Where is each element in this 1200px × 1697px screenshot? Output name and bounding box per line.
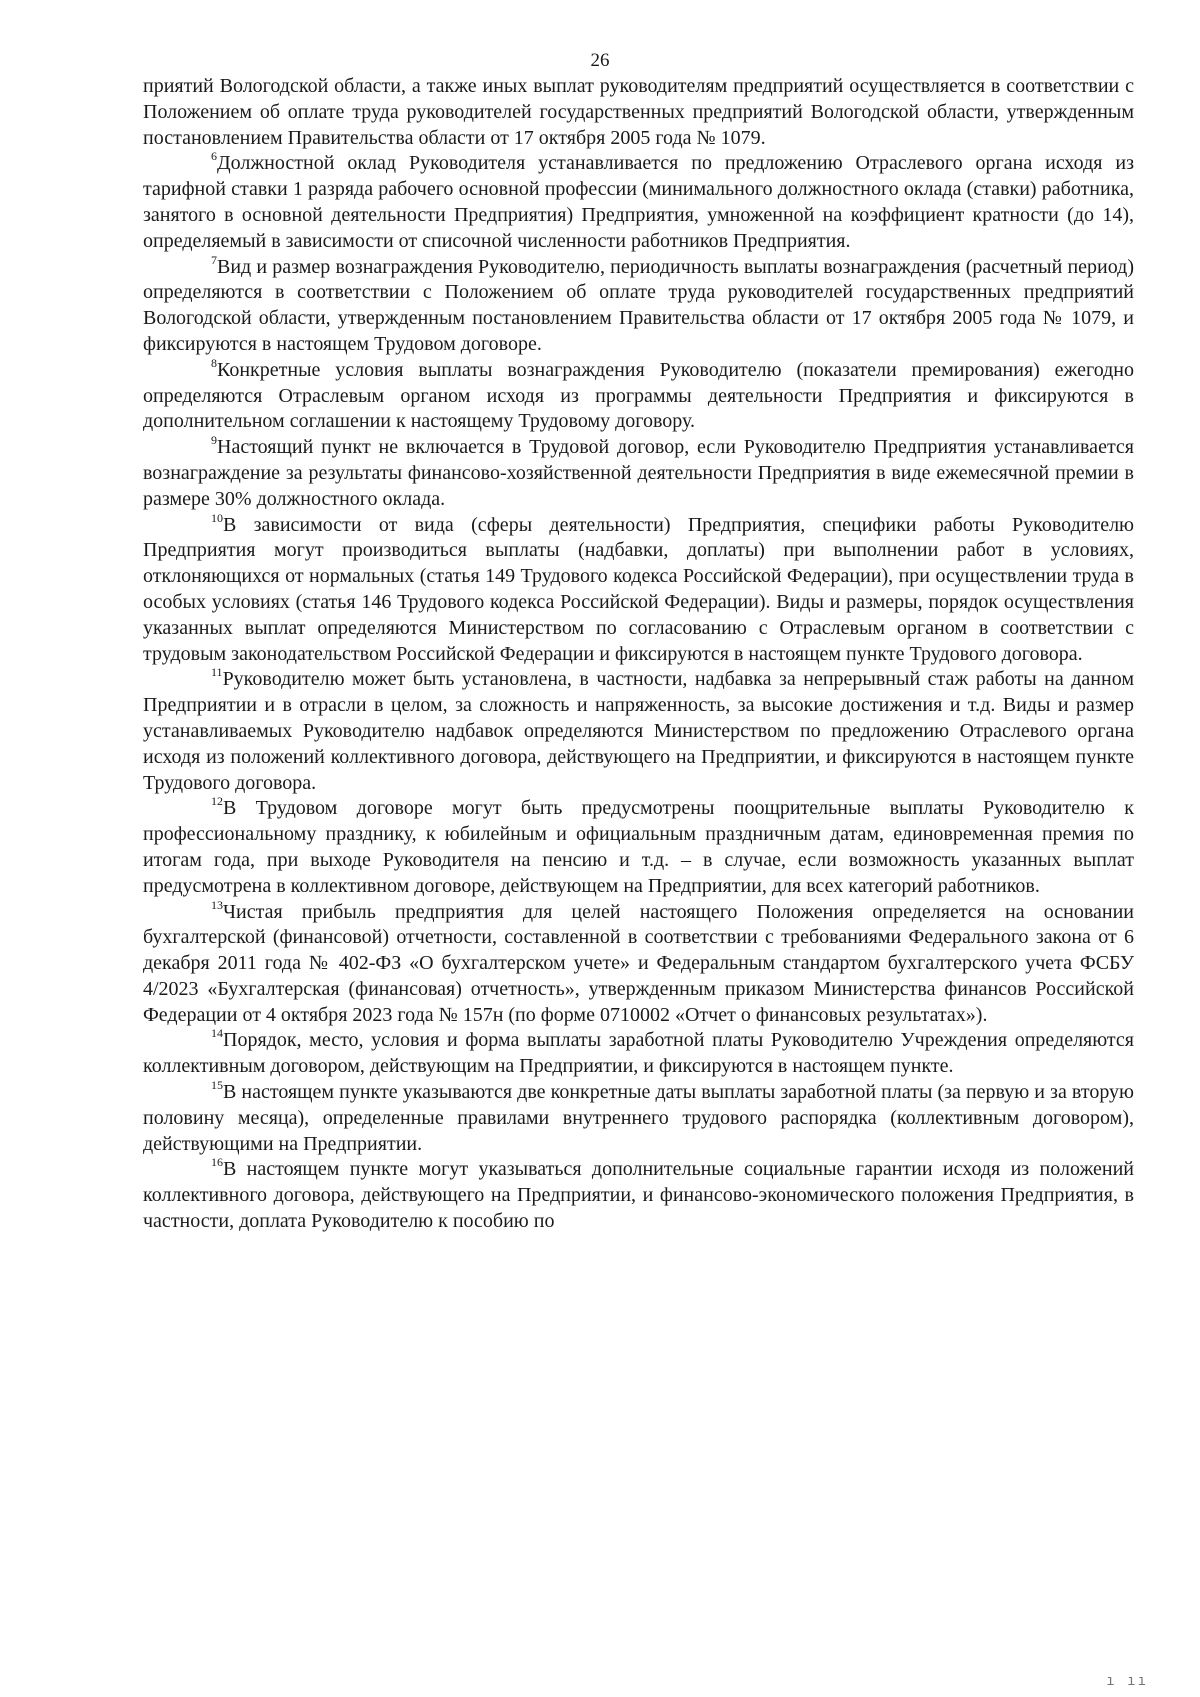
footnote-number: 10 (211, 510, 223, 525)
footnote-text: В Трудовом договоре могут быть предусмотрены поощрительные выплаты Руководителю к профессиональному празднику, к юбилейным и официальным праздничным датам, единовременная премия по итогам года, при выходе Руководителя на пенсию и т.д. – в случае, если возможность указанных выплат предусмотрена в коллективном договоре, действующем на Предприятии, для всех категорий работников. (143, 797, 1134, 897)
paragraph-continuation (143, 74, 1134, 151)
footnote-16 (143, 1157, 1134, 1234)
footnote-text: Порядок, место, условия и форма выплаты заработной платы Руководителю Учреждения определяются коллективным договором, действующим на Предприятии, и фиксируются в настоящем пункте. (143, 1029, 1134, 1078)
footnote-number: 9 (211, 433, 217, 448)
footnote-number: 6 (211, 149, 217, 164)
page-number: 26 (590, 50, 610, 71)
footnote-text: В зависимости от вида (сферы деятельности) Предприятия, специфики работы Руководителю Предприятия могут производиться выплаты (надбавки, доплаты) при выполнении работ в условиях, отклоняющихся от нормальных (статья 149 Трудового кодекса Российской Федерации), при осуществлении труда в особых условиях (статья 146 Трудового кодекса Российской Федерации). Виды и размеры, порядок осуществления указанных выплат определяются Министерством по согласованию с Отраслевым органом в соответствии с трудовым законодательством Российской Федерации и фиксируются в настоящем пункте Трудового договора. (143, 513, 1134, 665)
footnote-8 (143, 355, 1134, 435)
footnote-number: 13 (211, 897, 223, 912)
footnote-text: Вид и размер вознаграждения Руководителю, периодичность выплаты вознаграждения (расчетный период) определяются в соответствии с Положением об оплате труда руководителей государственных предприятий Вологодской области, утвержденным постановлением Правительства области от 17 октября 2005 года № 1079, и фиксируются в настоящем Трудовом договоре. (143, 255, 1134, 355)
footnote-10 (143, 510, 1134, 668)
footnote-13 (143, 897, 1134, 1029)
footnote-text: В настоящем пункте указываются две конкретные даты выплаты заработной платы (за первую и за вторую половину месяца), определенные правилами внутреннего трудового распорядка (коллективным договором), действующими на Предприятии. (143, 1081, 1134, 1155)
footnote-number: 16 (211, 1155, 223, 1170)
footnote-11 (143, 667, 1134, 796)
footnote-number: 12 (211, 794, 223, 809)
scan-edge-mark: ı ıı (1106, 1673, 1148, 1689)
footnote-text: Должностной оклад Руководителя устанавливается по предложению Отраслевого органа исходя из тарифной ставки 1 разряда рабочего основной профессии (минимального должностного оклада (ставки) работника, занятого в основной деятельности Предприятия) Предприятия, умноженной на коэффициент кратности (до 14), определяемый в зависимости от списочной численности работников Предприятия. (143, 152, 1134, 252)
footnote-12 (143, 796, 1134, 899)
footnote-text: Настоящий пункт не включается в Трудовой договор, если Руководителю Предприятия устанавливается вознаграждение за результаты финансово-хозяйственной деятельности Предприятия в виде ежемесячной премии в размере 30% должностного оклада. (143, 436, 1134, 510)
footnote-6 (143, 151, 1134, 254)
footnote-number: 15 (211, 1078, 223, 1093)
paragraph-text: приятий Вологодской области, а также иных выплат руководителям предприятий осуществляется в соответствии с Положением об оплате труда руководителей государственных предприятий Вологодской области, утвержденным постановлением Правительства области от 17 октября 2005 года № 1079. (143, 75, 1134, 149)
footnotes-text (143, 74, 1134, 1235)
footnote-number: 8 (211, 355, 217, 370)
footnote-9 (143, 435, 1134, 512)
footnote-number: 7 (211, 252, 217, 267)
footnote-text: Руководителю может быть установлена, в частности, надбавка за непрерывный стаж работы на данном Предприятии и в отрасли в целом, за сложность и напряженность, за высокие достижения и т.д. Виды и размер устанавливаемых Руководителю надбавок определяются Министерством по предложению Отраслевого органа исходя из положений коллективного договора, действующего на Предприятии, и фиксируются в настоящем пункте Трудового договора. (143, 668, 1134, 794)
footnote-15 (143, 1080, 1134, 1157)
footnote-number: 14 (211, 1026, 223, 1041)
footnote-14 (143, 1028, 1134, 1080)
footnote-text: Конкретные условия выплаты вознаграждения Руководителю (показатели премирования) ежегодно определяются Отраслевым органом исходя из программы деятельности Предприятия и фиксируются в дополнительном соглашении к настоящему Трудовому договору. (143, 358, 1134, 433)
footnote-text: Чистая прибыль предприятия для целей настоящего Положения определяется на основании бухгалтерской (финансовой) отчетности, составленной в соответствии с требованиями Федерального закона от 6 декабря 2011 года № 402-ФЗ «О бухгалтерском учете» и Федеральным стандартом бухгалтерского учета ФСБУ 4/2023 «Бухгалтерская (финансовая) отчетность», утвержденным приказом Министерства финансов Российской Федерации от 4 октября 2023 года № 157н (по форме 0710002 «Отчет о финансовых результатах»). (143, 900, 1134, 1026)
footnote-7 (143, 252, 1134, 358)
footnote-number: 11 (211, 665, 223, 680)
footnote-text: В настоящем пункте могут указываться дополнительные социальные гарантии исходя из положений коллективного договора, действующего на Предприятии, и финансово-экономического положения Предприятия, в частности, доплата Руководителю к пособию по (143, 1158, 1134, 1233)
